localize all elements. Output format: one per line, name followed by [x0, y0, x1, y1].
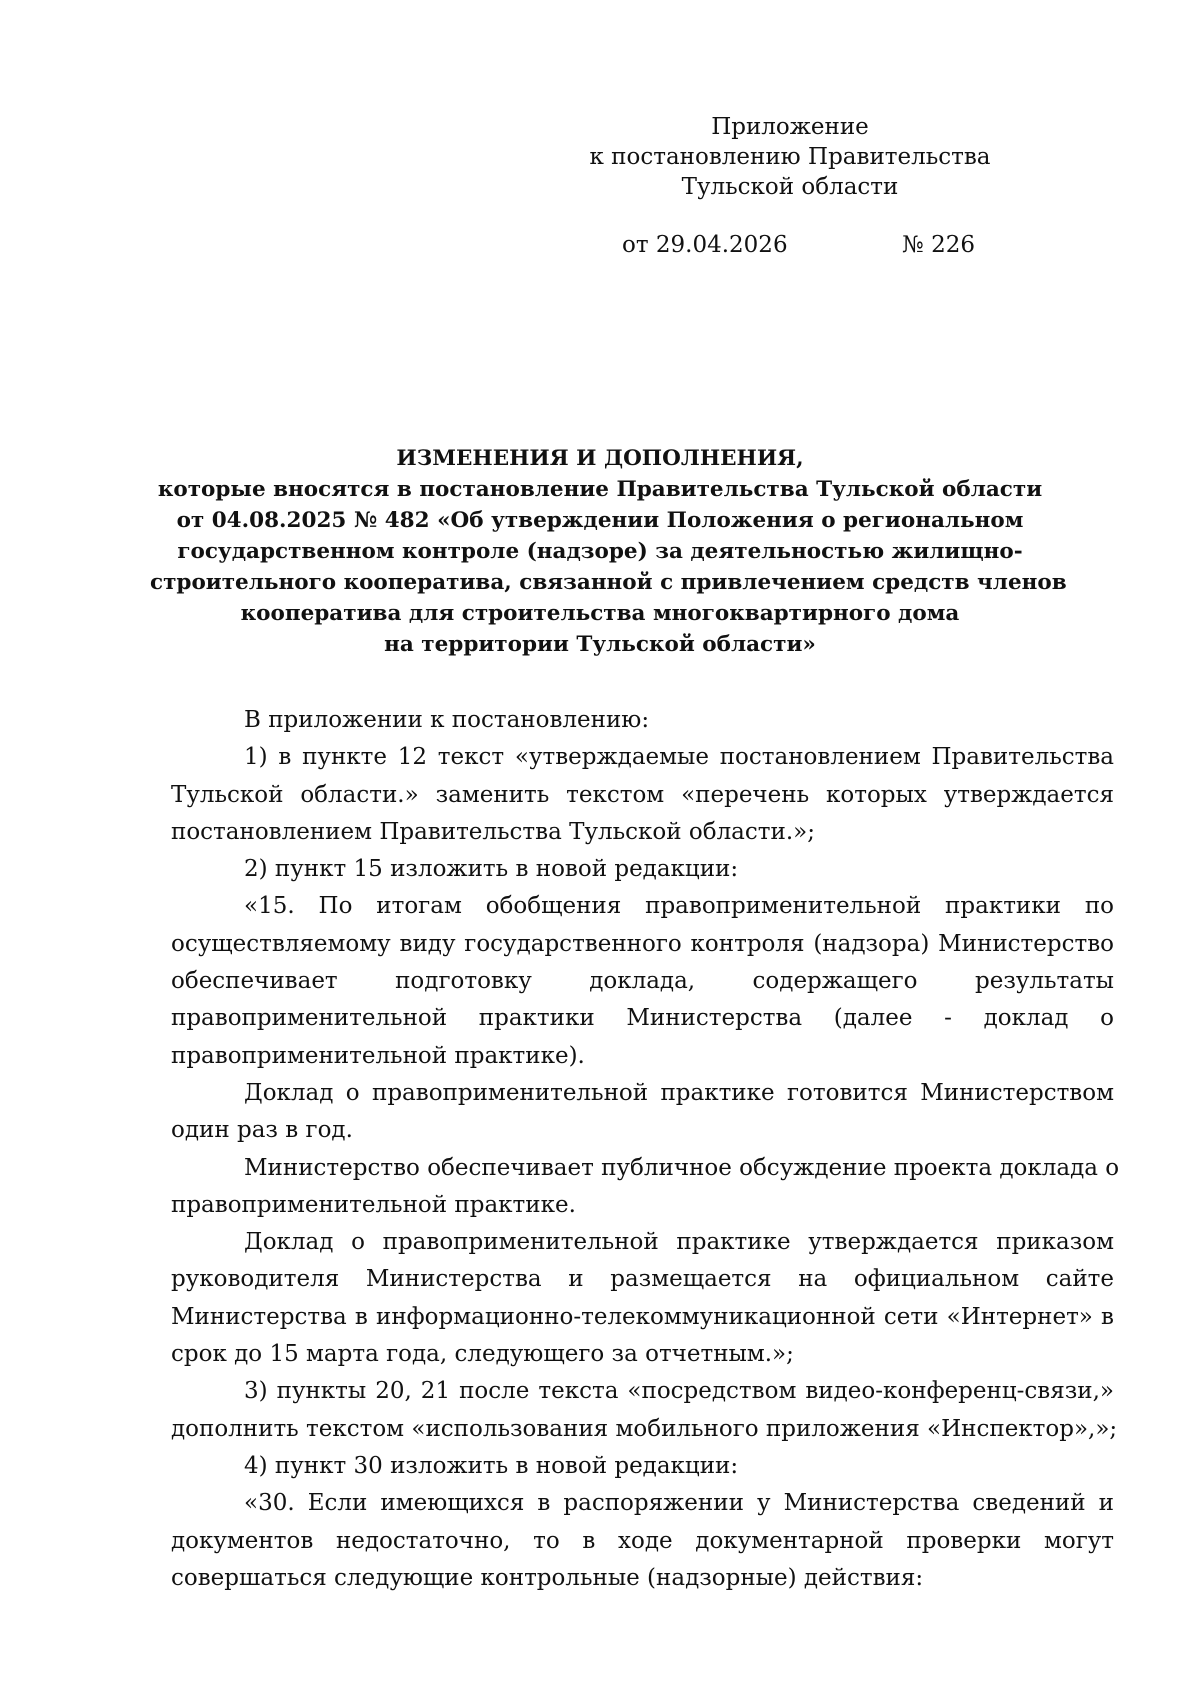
document-body — [171, 702, 1120, 1597]
appendix-line: Приложение — [711, 114, 869, 140]
body-line: Доклад о правоприменительной практике утверждается приказом — [244, 1229, 1114, 1256]
body-line: Министерства в информационно-телекоммуникационной сети «Интернет» в — [171, 1303, 1114, 1330]
body-line: правоприменительной практики Министерства (далее - доклад о — [171, 1005, 1114, 1032]
appendix-line: Тульской области — [681, 174, 899, 200]
title-line: строительного кооператива, связанной с привлечением средств членов — [150, 570, 1067, 595]
resolution-number: № 226 — [902, 232, 975, 258]
title-line: на территории Тульской области» — [384, 632, 816, 657]
appendix-line: к постановлению Правительства — [589, 144, 991, 170]
document-title — [150, 443, 1067, 660]
title-line: ИЗМЕНЕНИЯ И ДОПОЛНЕНИЯ, — [396, 446, 804, 471]
body-line: обеспечивает подготовку доклада, содержащего результаты — [171, 968, 1114, 995]
body-line: руководителя Министерства и размещается на официальном сайте — [171, 1266, 1114, 1293]
body-line: правоприменительной практике. — [171, 1191, 576, 1218]
body-line: совершаться следующие контрольные (надзорные) действия: — [171, 1564, 924, 1591]
body-line: срок до 15 марта года, следующего за отчетным.»; — [171, 1341, 794, 1368]
title-line: которые вносятся в постановление Правительства Тульской области — [157, 477, 1043, 502]
body-line: Доклад о правоприменительной практике готовится Министерством — [244, 1079, 1114, 1106]
body-line: документов недостаточно, то в ходе документарной проверки могут — [171, 1527, 1114, 1554]
body-line: дополнить текстом «использования мобильного приложения «Инспектор»,»; — [171, 1415, 1118, 1442]
body-line: 1) в пункте 12 текст «утверждаемые постановлением Правительства — [244, 744, 1114, 771]
appendix-block — [580, 112, 1000, 202]
body-line: постановлением Правительства Тульской области.»; — [171, 818, 815, 845]
body-line: осуществляемому виду государственного контроля (надзора) Министерство — [171, 930, 1114, 957]
body-line: В приложении к постановлению: — [244, 707, 650, 733]
resolution-date: от 29.04.2026 — [622, 232, 788, 258]
body-line: «30. Если имеющихся в распоряжении у Министерства сведений и — [244, 1490, 1114, 1517]
body-line: «15. По итогам обобщения правоприменительной практики по — [244, 893, 1114, 920]
title-line: государственном контроле (надзоре) за деятельностью жилищно- — [177, 539, 1023, 564]
body-line: 2) пункт 15 изложить в новой редакции: — [244, 856, 739, 883]
title-line: кооператива для строительства многоквартирного дома — [240, 601, 960, 626]
body-line: Министерство обеспечивает публичное обсуждение проекта доклада о — [244, 1154, 1120, 1181]
body-line: правоприменительной практике). — [171, 1042, 585, 1069]
body-line: Тульской области.» заменить текстом «перечень которых утверждается — [171, 781, 1114, 808]
body-line: один раз в год. — [171, 1117, 353, 1144]
body-line: 3) пункты 20, 21 после текста «посредством видео-конференц-связи,» — [244, 1378, 1114, 1405]
body-line: 4) пункт 30 изложить в новой редакции: — [244, 1452, 739, 1479]
title-line: от 04.08.2025 № 482 «Об утверждении Положения о региональном — [176, 508, 1024, 533]
